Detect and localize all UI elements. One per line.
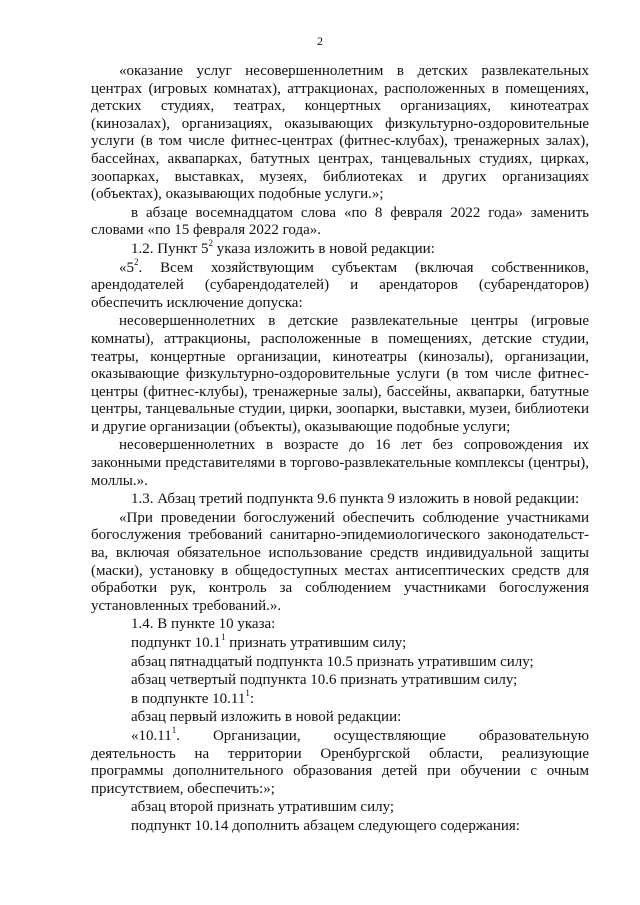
- paragraph-text: «При проведении богослужений обеспечить соблюдение участниками богослужения требований санитарно-эпидемиологического законодательст-ва, включая обязательное использование средств индивидуальной защиты (маски), установку в общедоступных местах антисептических средств для обработки рук, контроль за соблюдением участниками богослужения установленных требований.».: [91, 509, 589, 614]
- paragraph: [91, 205, 589, 240]
- paragraph: [91, 510, 589, 616]
- paragraph-text: абзац пятнадцатый подпункта 10.5 признать утратившим силу;: [131, 653, 534, 670]
- paragraph-text: 1.4. В пункте 10 указа:: [131, 616, 276, 633]
- paragraph-text: абзац второй признать утратившим силу;: [131, 799, 395, 816]
- paragraph-text: «5: [119, 259, 134, 276]
- paragraph: [91, 63, 589, 204]
- paragraph: [91, 491, 589, 509]
- paragraph: [91, 687, 589, 709]
- paragraph: [91, 672, 589, 690]
- page-number: 2: [317, 34, 323, 48]
- paragraph-text: в абзаце восемнадцатом слова «по 8 февраля 2022 года» заменить словами «по 15 февраля 2022 года».: [91, 204, 589, 239]
- paragraph: [91, 632, 589, 653]
- paragraph-text: «10.11: [131, 727, 172, 744]
- superscript: 2: [208, 237, 214, 248]
- paragraph-text: в подпункте 10.11: [131, 690, 246, 707]
- paragraph-text: подпункт 10.1: [131, 635, 221, 651]
- superscript: 1: [171, 724, 177, 735]
- document-body: [91, 62, 589, 836]
- paragraph: [91, 237, 589, 259]
- paragraph: [91, 799, 589, 817]
- paragraph-text: подпункт 10.14 дополнить абзацем следующего содержания:: [131, 817, 520, 834]
- paragraph: [91, 818, 589, 836]
- paragraph-text-continued: . Всем хозяйствующим субъектам (включая собственников, арендодателей (субарендодателей) и арендаторов (субарендаторов) обеспечить исключение допуска:: [91, 259, 589, 311]
- paragraph-text: 1.3. Абзац третий подпункта 9.6 пункта 9 изложить в новой редакции:: [131, 491, 580, 508]
- paragraph-text-continued: . Организации, осуществляющие образовательную деятельность на территории Оренбургской области, реализующие программы дополнительного образования детей при обучении с очным присутствием, обеспечить:»;: [91, 727, 589, 797]
- paragraph: [91, 709, 589, 727]
- paragraph: [91, 256, 589, 313]
- paragraph-text: «оказание услуг несовершеннолетним в детских развлекательных центрах (игровых комнатах), аттракционах, расположенных в помещениях, детских студиях, театрах, концертных организациях, кинотеатрах (кинозалах), организациях, оказывающих физкультурно-оздоровительные услуги (в том числе фитнес-центрах (фитнес-клубах), тренажерных залах), бассейнах, аквапарках, батутных центрах, танцевальных студиях, цирках, зоопарках, выставках, музеях, библиотеках и других организациях (объектах), оказывающих подобные услуги.»;: [91, 63, 589, 203]
- superscript: 1: [220, 632, 226, 642]
- paragraph-text: несовершеннолетних в детские развлекательные центры (игровые комнаты), аттракционы, расположенные в помещениях, детские студии, театры, концертные организации, кинотеатры (кинозалы), организации, оказывающие физкультурно-оздоровительные услуги (в том числе фитнес-центры (фитнес-клубы), тренажерные залы), бассейны, аквапарки, батутные центры, танцевальные студии, цирки, зоопарки, выставки, музеи, библиотеки и другие организации (объекты), оказывающие подобные услуги;: [91, 313, 589, 435]
- paragraph-text-continued: :: [249, 690, 255, 707]
- paragraph: [91, 724, 589, 798]
- paragraph-text: абзац первый изложить в новой редакции:: [131, 709, 402, 726]
- paragraph: [91, 313, 589, 436]
- superscript: 2: [134, 256, 139, 267]
- superscript: 1: [245, 687, 250, 698]
- paragraph-text: абзац четвертый подпункта 10.6 признать утратившим силу;: [131, 672, 518, 689]
- paragraph: [91, 616, 589, 634]
- paragraph: [91, 654, 589, 672]
- paragraph-text-continued: признать утратившим силу;: [225, 635, 407, 651]
- paragraph-text-continued: указа изложить в новой редакции:: [213, 240, 435, 257]
- paragraph-text: несовершеннолетних в возрасте до 16 лет без сопровождения их законными представителями в торгово-развлекательные комплексы (центры), моллы.».: [91, 437, 589, 489]
- paragraph-text: 1.2. Пункт 5: [131, 240, 209, 257]
- paragraph: [91, 437, 589, 490]
